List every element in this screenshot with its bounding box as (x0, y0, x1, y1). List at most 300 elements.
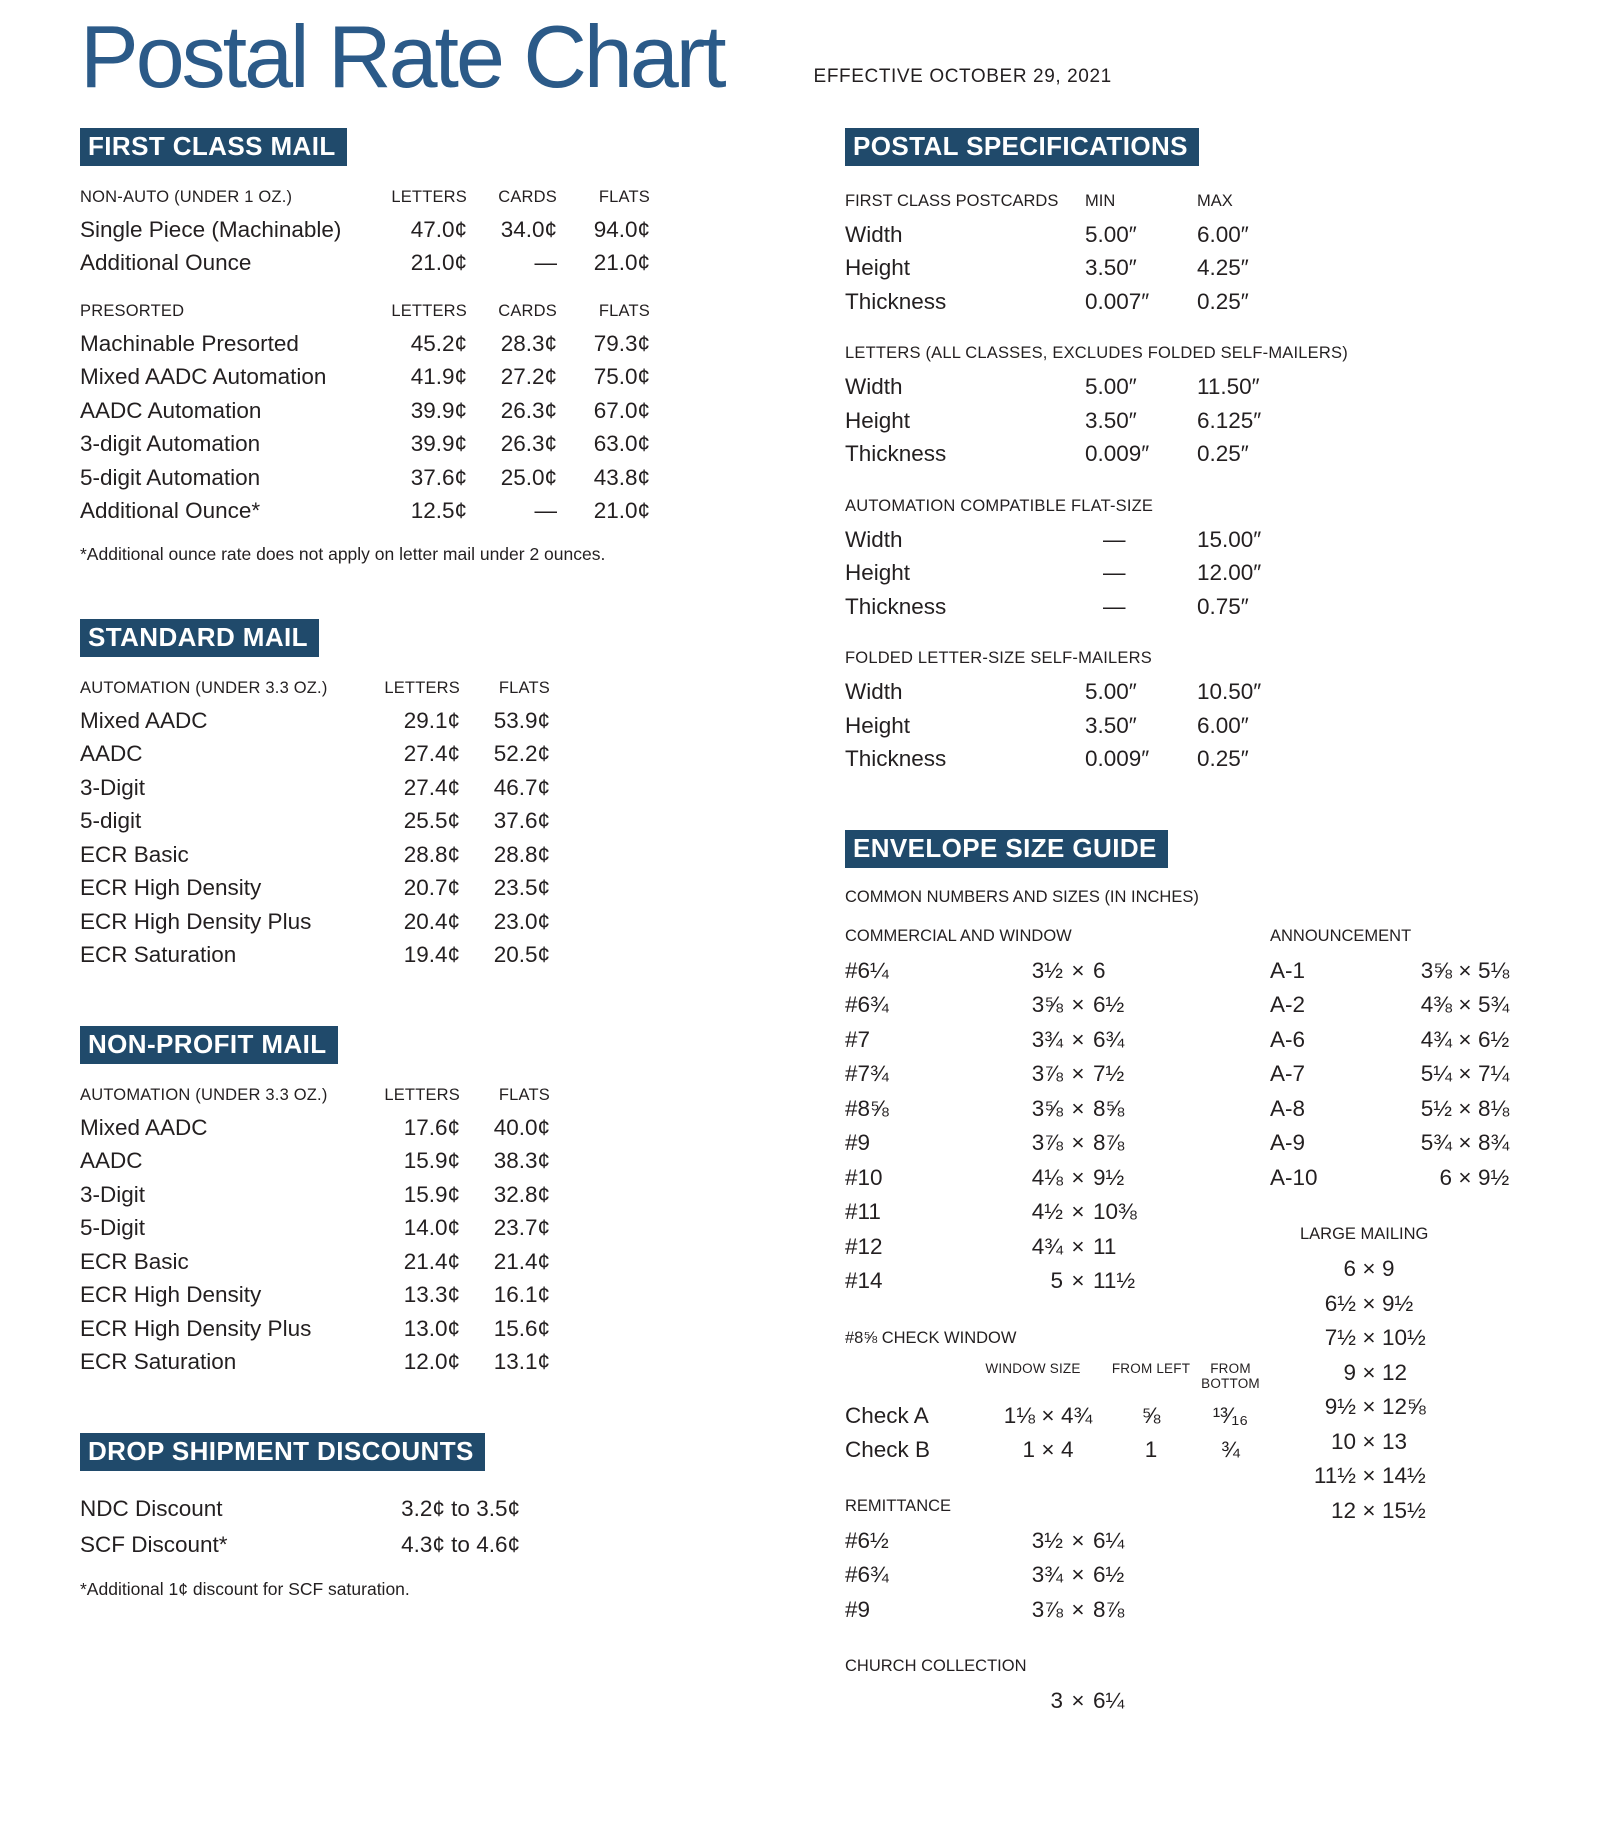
size-height: 9½ (1382, 1290, 1414, 1316)
size-width: 3⅞ (1031, 1130, 1063, 1156)
envelope-number: A-1 (1270, 957, 1306, 983)
rate-value: 12.0¢ (403, 1349, 460, 1375)
size-width: 5¾ (1420, 1130, 1452, 1156)
spec-max-value: 15.00″ (1197, 526, 1262, 552)
from-bottom-value: ¹³⁄₁₆ (1212, 1402, 1249, 1428)
rate-value: 25.0¢ (500, 464, 557, 490)
spec-row (845, 404, 1520, 438)
rate-row-label: 3-Digit (80, 1181, 146, 1207)
rate-value: 20.4¢ (403, 908, 460, 934)
times-sign: × (1071, 1527, 1085, 1553)
rate-row-label: Additional Ounce* (80, 498, 261, 524)
rate-row (80, 1312, 550, 1346)
spec-row-label: Height (845, 407, 911, 433)
announcement-label: ANNOUNCEMENT (1270, 926, 1412, 945)
spec-min-value: 0.009″ (1085, 746, 1150, 772)
rate-value: 27.2¢ (500, 364, 557, 390)
spec-min-value: 3.50″ (1085, 712, 1137, 738)
rate-value: 23.0¢ (493, 908, 550, 934)
rate-value: 94.0¢ (593, 216, 650, 242)
size-width: 12 (1330, 1497, 1356, 1523)
envelope-number: #10 (845, 1164, 883, 1190)
envelope-size-row (1270, 1092, 1520, 1127)
size-width: 4⅜ (1420, 992, 1452, 1018)
rate-value: 21.0¢ (410, 250, 467, 276)
times-sign: × (1362, 1325, 1376, 1351)
rate-column-header: LETTERS (391, 187, 467, 206)
size-height: 9½ (1093, 1164, 1125, 1190)
envelope-number: A-6 (1270, 1026, 1306, 1052)
spec-min-value: 5.00″ (1085, 374, 1137, 400)
rate-value: 32.8¢ (493, 1181, 550, 1207)
envelope-number: A-10 (1270, 1164, 1318, 1190)
envelope-number: A-2 (1270, 992, 1306, 1018)
rate-row-label: ECR Basic (80, 841, 189, 867)
envelope-number: #6¼ (845, 957, 889, 983)
left-column (80, 128, 650, 1773)
size-height: 6¼ (1093, 1527, 1125, 1553)
large-mailing-rows (1270, 1252, 1520, 1528)
envelope-guide-caption: COMMON NUMBERS AND SIZES (IN INCHES) (845, 887, 1199, 906)
spec-group (845, 190, 1520, 319)
rate-group-label: PRESORTED (80, 301, 185, 320)
size-height: 9½ (1478, 1164, 1510, 1190)
rate-row (80, 427, 650, 461)
size-height: 13 (1382, 1428, 1408, 1454)
spec-row-label: Width (845, 374, 903, 400)
rate-value: 12.5¢ (410, 498, 467, 524)
size-width: 3⅝ (1420, 957, 1452, 983)
rate-value: 38.3¢ (493, 1148, 550, 1174)
times-sign: × (1071, 1233, 1085, 1259)
spec-row-label: Thickness (845, 593, 947, 619)
spec-row (845, 251, 1520, 285)
spec-row-label: Thickness (845, 441, 947, 467)
rate-value: 37.6¢ (410, 464, 467, 490)
size-width: 6 (1343, 1256, 1356, 1282)
spec-min-value: 0.007″ (1085, 288, 1150, 314)
size-width: 3 (1050, 1688, 1063, 1714)
spec-min-value: — (1103, 593, 1126, 619)
size-width: 4½ (1031, 1199, 1063, 1225)
rate-value: 46.7¢ (493, 774, 550, 800)
rate-row (80, 804, 550, 838)
rate-row-label: 3-Digit (80, 774, 146, 800)
content-columns (80, 128, 1520, 1773)
from-left-value: ⅝ (1141, 1402, 1161, 1428)
section-header-postal-specs: POSTAL SPECIFICATIONS (845, 128, 1199, 166)
rate-value: — (534, 498, 557, 524)
drop-shipment-row (80, 1527, 520, 1563)
first-class-footnote: *Additional ounce rate does not apply on letter mail under 2 ounces. (80, 543, 606, 564)
times-sign: × (1071, 1164, 1085, 1190)
rate-group-label: NON-AUTO (UNDER 1 OZ.) (80, 187, 293, 206)
large-mailing-size-row (1270, 1356, 1520, 1391)
envelope-size-row (845, 1684, 1270, 1719)
rate-value: 52.2¢ (493, 741, 550, 767)
rate-value: 27.4¢ (403, 774, 460, 800)
section-header-non-profit: NON-PROFIT MAIL (80, 1026, 338, 1064)
envelope-size-row (845, 1092, 1270, 1127)
size-width: 5¼ (1420, 1061, 1452, 1087)
rate-row-label: Mixed AADC Automation (80, 364, 327, 390)
times-sign: × (1362, 1256, 1376, 1282)
spec-max-value: 0.25″ (1197, 441, 1249, 467)
rate-row-label: ECR High Density Plus (80, 1315, 312, 1341)
spec-min-value: — (1103, 560, 1126, 586)
spec-min-value: 5.00″ (1085, 679, 1137, 705)
spec-min-value: — (1103, 526, 1126, 552)
rate-value: 28.8¢ (403, 841, 460, 867)
section-first-class-mail (80, 128, 650, 565)
envelope-size-row (845, 1057, 1270, 1092)
large-mailing-size-row (1270, 1390, 1520, 1425)
announcement-rows (1270, 954, 1520, 1196)
rate-value: 16.1¢ (493, 1282, 550, 1308)
times-sign: × (1362, 1428, 1376, 1454)
rate-value: 26.3¢ (500, 431, 557, 457)
rate-value: 15.9¢ (403, 1181, 460, 1207)
size-width: 5½ (1420, 1095, 1452, 1121)
rate-column-header: LETTERS (384, 678, 460, 697)
rate-row (80, 737, 550, 771)
rate-row-label: Mixed AADC (80, 1114, 208, 1140)
remittance-label: REMITTANCE (845, 1496, 952, 1515)
rate-row-label: Machinable Presorted (80, 330, 299, 356)
size-height: 6 (1093, 957, 1106, 983)
large-mailing-size-row (1270, 1494, 1520, 1529)
size-height: 6½ (1478, 1026, 1510, 1052)
right-column (845, 128, 1520, 1773)
times-sign: × (1458, 1061, 1472, 1087)
rate-row (80, 213, 650, 247)
size-width: 6½ (1324, 1290, 1356, 1316)
rate-value: 39.9¢ (410, 397, 467, 423)
rate-value: 15.9¢ (403, 1148, 460, 1174)
times-sign: × (1458, 957, 1472, 983)
rate-row-label: AADC (80, 741, 143, 767)
rate-value: — (534, 250, 557, 276)
times-sign: × (1458, 992, 1472, 1018)
spec-max-value: 11.50″ (1197, 374, 1260, 400)
envelope-number: #6¾ (845, 992, 889, 1018)
times-sign: × (1458, 1130, 1472, 1156)
masthead (80, 7, 1520, 106)
times-sign: × (1041, 1402, 1055, 1428)
envelope-size-row (845, 1524, 1270, 1559)
size-height: 9 (1382, 1256, 1395, 1282)
rate-row-label: Mixed AADC (80, 707, 208, 733)
rate-value: 28.3¢ (500, 330, 557, 356)
check-window-table (845, 1361, 1270, 1467)
times-sign: × (1071, 1562, 1085, 1588)
times-sign: × (1071, 1199, 1085, 1225)
envelope-size-row (845, 1023, 1270, 1058)
rate-row (80, 871, 550, 905)
envelope-number: #14 (845, 1268, 883, 1294)
rate-column-header: FLATS (598, 301, 650, 320)
spec-max-value: 6.125″ (1197, 407, 1262, 433)
envelope-size-row (1270, 1161, 1520, 1196)
section-non-profit-mail (80, 1026, 650, 1379)
size-height: 7½ (1093, 1061, 1125, 1087)
church-collection-label: CHURCH COLLECTION (845, 1657, 1027, 1676)
rate-row-label: ECR Saturation (80, 1349, 237, 1375)
envelope-size-row (845, 954, 1270, 989)
size-width: 3⅞ (1031, 1061, 1063, 1087)
section-postal-specifications (845, 128, 1520, 776)
check-column-header: FROM BOTTOM (1201, 1360, 1260, 1391)
spec-max-value: 12.00″ (1197, 560, 1262, 586)
spec-min-value: 5.00″ (1085, 221, 1137, 247)
from-bottom-value: ¾ (1221, 1436, 1240, 1462)
rate-value: 53.9¢ (493, 707, 550, 733)
rate-value: 27.4¢ (403, 741, 460, 767)
rate-value: 25.5¢ (403, 808, 460, 834)
envelope-size-row (1270, 1023, 1520, 1058)
size-width: 3⅝ (1031, 1095, 1063, 1121)
times-sign: × (1362, 1497, 1376, 1523)
envelope-number: A-7 (1270, 1061, 1306, 1087)
spec-header-row (845, 190, 1520, 212)
spec-max-value: 0.25″ (1197, 288, 1249, 314)
rate-row-label: 5-digit (80, 808, 142, 834)
rate-value: 34.0¢ (500, 216, 557, 242)
size-height: 15½ (1382, 1497, 1426, 1523)
rate-row (80, 771, 550, 805)
size-width: 4¾ (1031, 1233, 1063, 1259)
envelope-number: #11 (845, 1199, 881, 1225)
envelope-size-row (845, 1230, 1270, 1265)
size-height: 6½ (1093, 1562, 1125, 1588)
check-header-spacer (845, 1361, 955, 1391)
times-sign: × (1071, 1596, 1085, 1622)
rate-group-label: AUTOMATION (UNDER 3.3 OZ.) (80, 1085, 328, 1104)
rate-column-header: LETTERS (384, 1085, 460, 1104)
rate-value: 23.5¢ (493, 875, 550, 901)
rate-column-header: FLATS (598, 187, 650, 206)
commercial-window-label: COMMERCIAL AND WINDOW (845, 926, 1072, 945)
rate-value: 43.8¢ (593, 464, 650, 490)
size-width: 5 (1050, 1268, 1063, 1294)
section-header-first-class: FIRST CLASS MAIL (80, 128, 347, 166)
rate-column-header: FLATS (498, 678, 550, 697)
rate-row-label: 5-digit Automation (80, 464, 261, 490)
times-sign: × (1458, 1095, 1472, 1121)
check-window-row (845, 1399, 1270, 1433)
large-mailing-size-row (1270, 1321, 1520, 1356)
large-mailing-size-row (1270, 1287, 1520, 1322)
times-sign: × (1362, 1463, 1376, 1489)
rate-value: 21.4¢ (403, 1248, 460, 1274)
check-column-header: WINDOW SIZE (985, 1360, 1081, 1376)
size-width: 6 (1439, 1164, 1452, 1190)
times-sign: × (1362, 1394, 1376, 1420)
check-window-label: #8⅝ CHECK WINDOW (845, 1328, 1017, 1347)
rate-value: 15.6¢ (493, 1315, 550, 1341)
section-header-envelope-guide: ENVELOPE SIZE GUIDE (845, 830, 1168, 868)
size-width: 1 (1022, 1436, 1035, 1462)
size-width: 4¾ (1420, 1026, 1452, 1052)
size-height: 4¾ (1061, 1402, 1093, 1428)
envelope-number: #6¾ (845, 1562, 889, 1588)
rate-value: 14.0¢ (403, 1215, 460, 1241)
envelope-guide-columns (845, 925, 1520, 1719)
commercial-window-rows (845, 954, 1270, 1299)
spec-row-label: Thickness (845, 288, 947, 314)
rate-row (80, 905, 550, 939)
times-sign: × (1362, 1359, 1376, 1385)
size-height: 8¾ (1478, 1130, 1510, 1156)
envelope-size-row (845, 1593, 1270, 1628)
rate-value: 13.3¢ (403, 1282, 460, 1308)
spec-row (845, 590, 1520, 624)
size-height: 11 (1093, 1233, 1117, 1259)
rate-row (80, 327, 650, 361)
spec-max-value: 6.00″ (1197, 221, 1249, 247)
spec-max-value: 10.50″ (1197, 679, 1262, 705)
size-height: 8⅛ (1478, 1095, 1510, 1121)
rate-value: 29.1¢ (403, 707, 460, 733)
rate-group-label: AUTOMATION (UNDER 3.3 OZ.) (80, 678, 328, 697)
spec-row (845, 675, 1520, 709)
size-width: 3¾ (1031, 1562, 1063, 1588)
envelope-size-row (845, 1126, 1270, 1161)
rate-row-label: 3-digit Automation (80, 431, 261, 457)
rate-row-label: AADC (80, 1148, 143, 1174)
rate-row (80, 1278, 550, 1312)
rate-value: 23.7¢ (493, 1215, 550, 1241)
spec-group (845, 647, 1520, 776)
large-mailing-size-row (1270, 1425, 1520, 1460)
section-envelope-size-guide (845, 830, 1520, 1719)
check-row-label: Check A (845, 1402, 929, 1428)
drop-shipment-rows (80, 1491, 650, 1563)
rate-group (80, 677, 650, 972)
envelope-number: A-9 (1270, 1130, 1306, 1156)
large-mailing-size-row (1270, 1252, 1520, 1287)
check-row-label: Check B (845, 1436, 931, 1462)
envelope-right-column (1270, 925, 1520, 1719)
spec-group-label: FOLDED LETTER-SIZE SELF-MAILERS (845, 649, 1152, 668)
rate-value: 41.9¢ (410, 364, 467, 390)
large-mailing-label: LARGE MAILING (1300, 1225, 1429, 1244)
spec-group (845, 495, 1520, 624)
spec-row (845, 742, 1520, 776)
size-height: 10½ (1382, 1325, 1426, 1351)
rate-value: 45.2¢ (410, 330, 467, 356)
rate-row (80, 1211, 550, 1245)
times-sign: × (1071, 992, 1085, 1018)
rate-value: 39.9¢ (410, 431, 467, 457)
envelope-size-row (845, 988, 1270, 1023)
envelope-left-column (845, 925, 1270, 1719)
spec-group (845, 342, 1520, 471)
section-standard-mail (80, 619, 650, 972)
rate-value: 47.0¢ (410, 216, 467, 242)
rate-group-header (80, 1084, 550, 1106)
times-sign: × (1071, 1130, 1085, 1156)
size-height: 6½ (1093, 992, 1125, 1018)
standard-mail-rate-groups (80, 677, 650, 972)
size-height: 8⅞ (1093, 1130, 1125, 1156)
size-width: 4⅛ (1031, 1164, 1063, 1190)
drop-shipment-footnote: *Additional 1¢ discount for SCF saturation. (80, 1578, 410, 1599)
section-header-standard-mail: STANDARD MAIL (80, 619, 319, 657)
size-width: 11½ (1313, 1463, 1356, 1489)
section-header-drop-shipment: DROP SHIPMENT DISCOUNTS (80, 1433, 485, 1471)
rate-group (80, 1084, 650, 1379)
spec-column-header: MIN (1085, 191, 1116, 210)
spec-row (845, 285, 1520, 319)
times-sign: × (1071, 1268, 1085, 1294)
rate-group (80, 186, 650, 280)
spec-row-label: Height (845, 712, 911, 738)
size-height: 8⅝ (1093, 1095, 1125, 1121)
postal-spec-groups (845, 190, 1520, 776)
size-width: 1⅛ (1003, 1402, 1035, 1428)
rate-row (80, 461, 650, 495)
spec-max-value: 0.25″ (1197, 746, 1249, 772)
times-sign: × (1362, 1290, 1376, 1316)
effective-date: EFFECTIVE OCTOBER 29, 2021 (813, 65, 1112, 87)
rate-row-label: ECR High Density (80, 1282, 262, 1308)
rate-row (80, 704, 550, 738)
spec-row-label: Width (845, 679, 903, 705)
spec-min-value: 3.50″ (1085, 255, 1137, 281)
envelope-size-row (1270, 954, 1520, 989)
size-width: 3¾ (1031, 1026, 1063, 1052)
discount-label: NDC Discount (80, 1495, 223, 1521)
discount-value: 3.2¢ to 3.5¢ (401, 1495, 520, 1521)
rate-value: 13.0¢ (403, 1315, 460, 1341)
check-window-header-row (845, 1361, 1270, 1391)
discount-value: 4.3¢ to 4.6¢ (401, 1531, 520, 1557)
envelope-number: #8⅝ (845, 1095, 889, 1121)
rate-value: 20.7¢ (403, 875, 460, 901)
size-width: 9½ (1324, 1394, 1356, 1420)
size-height: 14½ (1382, 1463, 1426, 1489)
envelope-number: #7 (845, 1026, 871, 1052)
rate-row (80, 938, 550, 972)
rate-row (80, 246, 650, 280)
size-height: 12⅝ (1382, 1394, 1426, 1420)
rate-value: 19.4¢ (403, 942, 460, 968)
spec-group-label: AUTOMATION COMPATIBLE FLAT-SIZE (845, 496, 1154, 515)
envelope-number: A-8 (1270, 1095, 1306, 1121)
spec-row (845, 556, 1520, 590)
size-width: 10 (1330, 1428, 1356, 1454)
envelope-size-row (845, 1264, 1270, 1299)
rate-group-header (80, 186, 650, 208)
size-height: 6¼ (1093, 1688, 1125, 1714)
rate-value: 28.8¢ (493, 841, 550, 867)
times-sign: × (1071, 1688, 1085, 1714)
size-width: 3½ (1031, 1527, 1063, 1553)
size-height: 5⅛ (1478, 957, 1510, 983)
envelope-size-row (845, 1558, 1270, 1593)
rate-value: 79.3¢ (593, 330, 650, 356)
rate-row (80, 1345, 550, 1379)
envelope-number: #6½ (845, 1527, 889, 1553)
church-collection-rows (845, 1684, 1270, 1719)
section-drop-shipment (80, 1433, 650, 1600)
rate-row (80, 1111, 550, 1145)
spec-row (845, 218, 1520, 252)
envelope-size-row (845, 1161, 1270, 1196)
envelope-size-row (845, 1195, 1270, 1230)
rate-column-header: FLATS (498, 1085, 550, 1104)
